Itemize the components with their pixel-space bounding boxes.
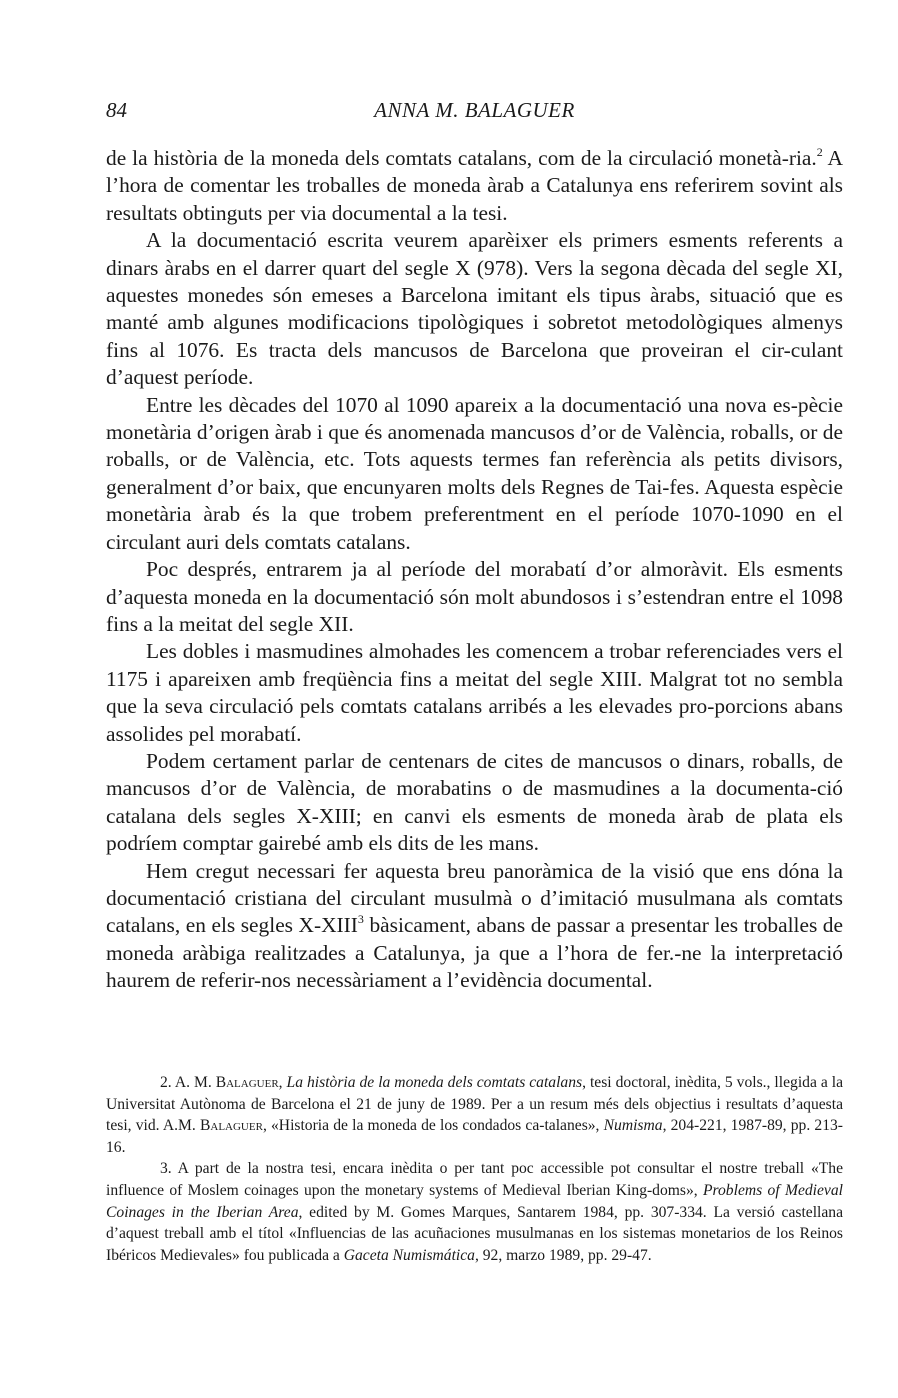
paragraph-1 — [106, 145, 843, 227]
fn2-author-2: Balaguer — [199, 1117, 263, 1135]
fn2-lead: 2. A. M. — [160, 1074, 216, 1091]
body-text — [106, 145, 843, 995]
fn3-text-1: 3. A part de la nostra tesi, encara inèdita o per tant poc accessible pot consultar el nostre treball «The influence of Moslem coinages upon the monetary systems of Medieval Iberian King-doms», — [106, 1160, 843, 1199]
paragraph-7-text-a: Hem cregut necessari fer aquesta breu panoràmica de la visió que ens dóna la documentació cristiana del circulant musulmà o d’imitació musulmana als comtats catalans, en els segles X-XIII — [106, 858, 843, 938]
paragraph-1-text-a: de la història de la moneda dels comtats catalans, com de la circulació monetà-ria. — [106, 146, 817, 170]
paragraph-7 — [106, 858, 843, 995]
footnote-ref-3: 3 — [357, 912, 364, 927]
fn2-author: Balaguer — [215, 1074, 279, 1091]
paragraph-7-text-b: bàsicament, abans de passar a presentar les troballes de moneda aràbiga realitzades a Catalunya, ja que a l’hora de fer.-ne la interpretació haurem de referir-nos necessàriament a l’evidència documental. — [106, 913, 843, 993]
footnotes — [106, 1072, 843, 1266]
fn3-journal: Gaceta Numismática — [343, 1246, 475, 1264]
paragraph-4: Poc després, entrarem ja al període del morabatí d’or almoràvit. Els esments d’aquesta moneda en la documentació són molt abundosos i s’estendran entre el 1098 fins a la meitat del segle XII. — [106, 557, 843, 636]
fn2-journal: Numisma — [603, 1117, 663, 1135]
paragraph-6: Podem certament parlar de centenars de cites de mancusos o dinars, roballs, de mancusos d’or de València, de morabatins o de masmudines a la documenta-ció catalana dels segles X-XIII; en canvi els esments de moneda àrab de plata els podríem comptar gairebé amb els dits de les mans. — [106, 748, 843, 856]
paragraph-2: A la documentació escrita veurem aparèixer els primers esments referents a dinars àrabs en el darrer quart del segle X (978). Vers la segona dècada del segle XI, aquestes monedes són emeses a Barcelona imitant els tipus àrabs, situació que es manté amb algunes modificacions tipològiques i sobretot metodològiques almenys fins al 1076. Es tracta dels mancusos de Barcelona que proveiran el cir-culant d’aquest període. — [106, 228, 843, 390]
footnote-2 — [106, 1072, 843, 1158]
fn2-text-4: , 204-221, 1987-89, pp. 213-16. — [106, 1117, 843, 1156]
fn2-text-3: , «Historia de la moneda de los condados ca-talanes», — [262, 1117, 604, 1135]
footnote-ref-2: 2 — [816, 145, 823, 159]
page-number: 84 — [106, 98, 127, 122]
paragraph-3: Entre les dècades del 1070 al 1090 apareix a la documentació una nova es-pècie monetària d’origen àrab i que és anomenada mancusos d’or de València, roballs, or de roballs, or de València, etc. Tots aquests termes fan referència als petits divisors, generalment d’or baix, que encunyaren molts dels Regnes de Tai-fes. Aquesta espècie monetària àrab és la que trobem preferentment en el període 1070-1090 en el circulant auri dels comtats catalans. — [106, 392, 843, 554]
paragraph-5: Les dobles i masmudines almohades les comencem a trobar referenciades vers el 1175 i apareixen amb freqüència fins a meitat del segle XIII. Malgrat tot no sembla que la seva circulació pels comtats catalans arribés a les elevades pro-porcions abans assolides pel morabatí. — [106, 639, 843, 746]
footnote-3 — [106, 1158, 843, 1266]
fn2-text-1: , — [278, 1074, 287, 1091]
fn3-text-2: , edited by M. Gomes Marques, Santarem 1984, pp. 307-334. La versió castellana d’aquest treball amb el títol «Influencias de las acuñaciones musulmanas en los sistemas monetarios de los Reinos Ibéricos Medievales» fou publicada a — [106, 1203, 843, 1264]
fn2-title: La història de la moneda dels comtats catalans — [286, 1074, 583, 1091]
running-title: ANNA M. BALAGUER — [374, 98, 575, 122]
fn2-text-2: , tesi doctoral, inèdita, 5 vols., llegida a la Universitat Autònoma de Barcelona el 21 de juny de 1989. Per a un resum més dels objectius i resultats d’aquesta tesi, vid. A.M. — [106, 1074, 843, 1135]
paragraph-1-text-b: A l’hora de comentar les troballes de moneda àrab a Catalunya ens referirem sovint als resultats obtinguts per via documental a la tesi. — [106, 146, 843, 225]
page-header — [106, 98, 843, 128]
fn3-book: Problems of Medieval Coinages in the Iberian Area — [106, 1181, 843, 1221]
fn3-text-3: , 92, marzo 1989, pp. 29-47. — [474, 1246, 652, 1264]
